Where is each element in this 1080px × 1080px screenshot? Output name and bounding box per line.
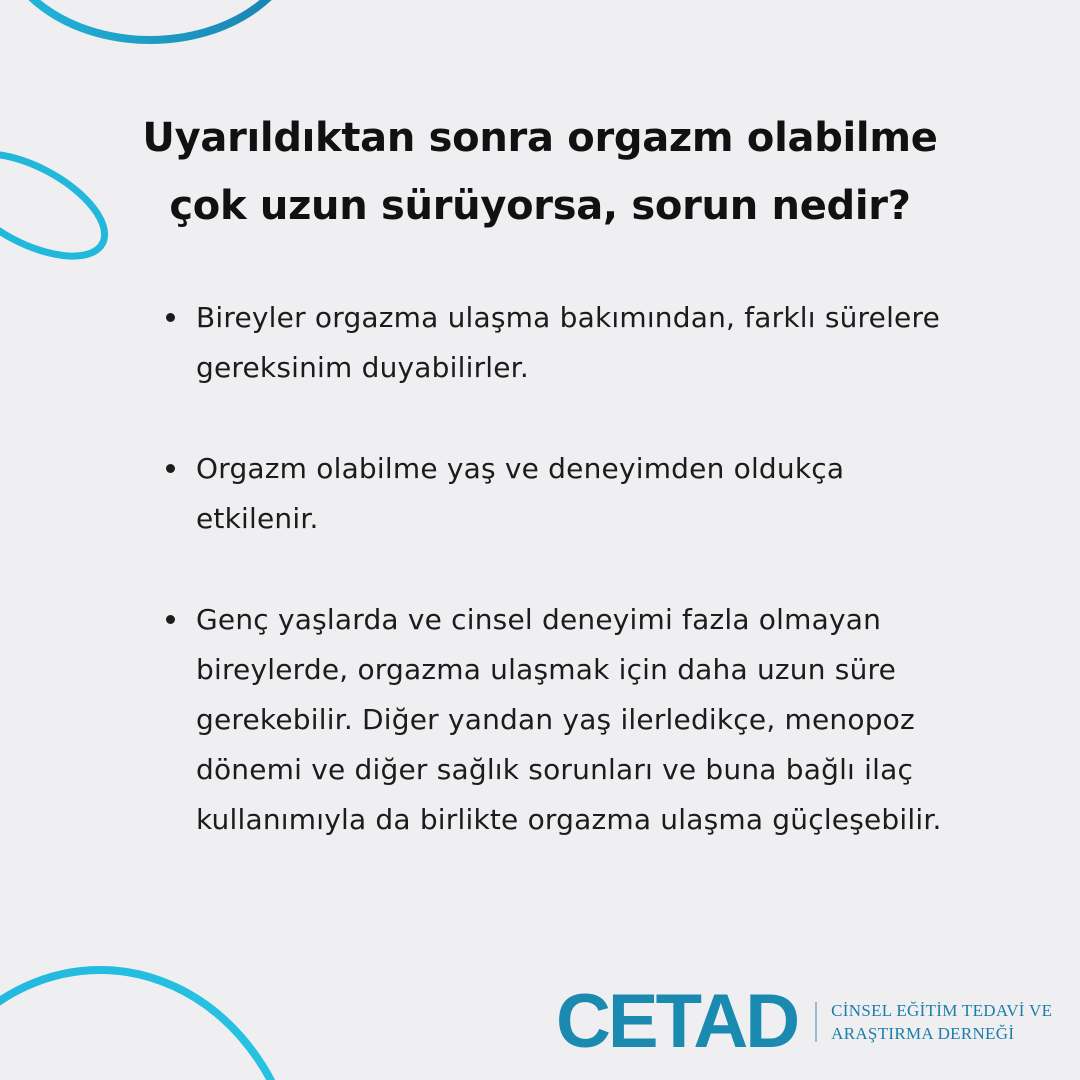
bullet-list [166, 293, 956, 845]
logo-subtitle-line-2: ARAŞTIRMA DERNEĞİ [831, 1024, 1015, 1043]
cetad-logo [556, 979, 1053, 1064]
logo-subtitle [831, 999, 1052, 1045]
bullet-text: Orgazm olabilme yaş ve deneyimden oldukça etkilenir. [196, 452, 845, 535]
logo-divider [815, 1002, 817, 1042]
page-title [90, 104, 990, 240]
bottom-left-ring [0, 970, 300, 1080]
title-line-1: Uyarıldıktan sonra orgazm olabilme [142, 115, 938, 161]
bullet-text: Bireyler orgazma ulaşma bakımından, farklı sürelere gereksinim duyabilirler. [196, 301, 941, 384]
bullet-dot-icon [166, 313, 175, 322]
bullet-dot-icon [166, 464, 175, 473]
bullet-dot-icon [166, 615, 175, 624]
bullet-item [166, 444, 956, 544]
logo-wordmark: CETAD [556, 979, 798, 1064]
top-left-ring [0, 0, 300, 40]
bullet-item [166, 595, 956, 845]
logo-subtitle-line-1: CİNSEL EĞİTİM TEDAVİ VE [831, 1001, 1053, 1020]
bullet-item [166, 293, 956, 393]
bullet-text: Genç yaşlarda ve cinsel deneyimi fazla olmayan bireylerde, orgazma ulaşmak için daha uzun süre gerekebilir. Diğer yandan yaş ilerledikçe, menopoz dönemi ve diğer sağlık sorunları ve buna bağlı ilaç kullanımıyla da birlikte orgazma ulaşma güçleşebilir. [196, 603, 942, 836]
title-line-2: çok uzun sürüyorsa, sorun nedir? [169, 183, 911, 229]
